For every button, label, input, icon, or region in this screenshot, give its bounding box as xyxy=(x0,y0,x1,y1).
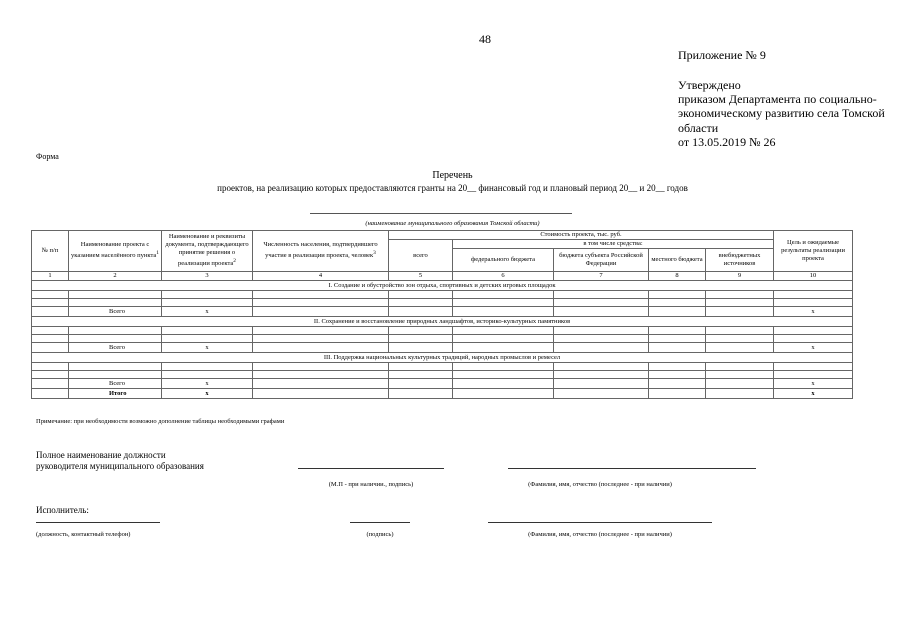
section-1-title: I. Создание и обустройство зон отдыха, спортивных и детских игровых площадок xyxy=(32,281,853,291)
column-number: 1 xyxy=(32,272,69,281)
header-federal: федерального бюджета xyxy=(453,249,554,272)
header-including: в том числе средства: xyxy=(453,240,774,249)
approval-line: экономическому развитию села Томской xyxy=(678,106,885,121)
head-signature-line xyxy=(298,468,444,469)
approval-line: Утверждено xyxy=(678,78,741,92)
head-position-line: руководителя муниципального образования xyxy=(36,461,204,471)
approval-line: области xyxy=(678,120,719,135)
column-number: 5 xyxy=(389,272,453,281)
head-name-line xyxy=(508,468,756,469)
x-mark: х xyxy=(162,343,253,353)
header-population-text: Численность населения, подтвердившего участие в реализации проекта, человек xyxy=(263,241,378,260)
header-regional: бюджета субъекта Российской Федерации xyxy=(554,249,649,272)
document-title: Перечень xyxy=(432,170,473,181)
total-row xyxy=(32,343,853,353)
total-row xyxy=(32,379,853,389)
header-project-name-text: Наименование проекта с указанием населённого пункта xyxy=(71,241,157,260)
total-label: Всего xyxy=(69,343,162,353)
x-mark: х xyxy=(774,389,853,399)
x-mark: х xyxy=(774,307,853,317)
approval-block xyxy=(678,78,900,149)
header-population xyxy=(253,231,389,272)
head-position xyxy=(36,450,276,472)
grand-total-row xyxy=(32,389,853,399)
column-number: 8 xyxy=(649,272,706,281)
header-sup: 2 xyxy=(233,258,236,265)
column-number: 9 xyxy=(706,272,774,281)
executor-position-line xyxy=(36,522,160,523)
section-2-title: II. Сохранение и восстановление природных ландшафтов, историко-культурных памятников xyxy=(32,317,853,327)
column-number: 3 xyxy=(162,272,253,281)
header-goal: Цель и ожидаемые результаты реализации проекта xyxy=(774,231,853,272)
header-project-name xyxy=(69,231,162,272)
x-mark: х xyxy=(162,379,253,389)
executor-signature-caption: (подпись) xyxy=(366,531,394,538)
grand-total-label: Итого xyxy=(69,389,162,399)
head-signature-caption: (М.П - при наличии., подпись) xyxy=(328,481,414,488)
column-number: 6 xyxy=(453,272,554,281)
table-row xyxy=(32,335,853,343)
table-row xyxy=(32,299,853,307)
form-label: Форма xyxy=(36,152,59,161)
municipality-line xyxy=(310,213,572,214)
header-decision-doc-text: Наименование и реквизиты документа, подтверждающего принятие решения о реализации проекта xyxy=(165,233,249,268)
total-label: Всего xyxy=(69,379,162,389)
head-position-line: Полное наименование должности xyxy=(36,450,166,460)
column-number: 4 xyxy=(253,272,389,281)
approval-line: от 13.05.2019 № 26 xyxy=(678,134,776,149)
header-decision-doc xyxy=(162,231,253,272)
header-num: № п/п xyxy=(32,231,69,272)
approval-line: приказом Департамента по социально- xyxy=(678,92,877,107)
header-cost: Стоимость проекта, тыс. руб. xyxy=(389,231,774,240)
appendix-label: Приложение № 9 xyxy=(678,48,766,62)
x-mark: х xyxy=(162,307,253,317)
projects-table xyxy=(31,230,853,399)
head-name-caption: (Фамилия, имя, отчество (последнее - при наличии) xyxy=(528,481,672,488)
header-total: всего xyxy=(389,240,453,272)
table-note: Примечание: при необходимости возможно дополнение таблицы необходимыми графами xyxy=(36,418,285,425)
total-row xyxy=(32,307,853,317)
x-mark: х xyxy=(774,379,853,389)
x-mark: х xyxy=(774,343,853,353)
header-extra: внебюджетных источников xyxy=(706,249,774,272)
section-3-title: III. Поддержка национальных культурных традиций, народных промыслов и ремесел xyxy=(32,353,853,363)
executor-signature-line xyxy=(350,522,410,523)
table-row xyxy=(32,327,853,335)
executor-name-caption: (Фамилия, имя, отчество (последнее - при наличии) xyxy=(528,531,672,538)
table-row xyxy=(32,291,853,299)
executor-label: Исполнитель: xyxy=(36,505,89,515)
table-row xyxy=(32,371,853,379)
header-sup: 3 xyxy=(373,250,376,257)
page-number: 48 xyxy=(479,32,491,46)
x-mark: х xyxy=(162,389,253,399)
column-number: 2 xyxy=(69,272,162,281)
header-sup: 1 xyxy=(156,250,159,257)
table-row xyxy=(32,363,853,371)
municipality-caption: (наименование муниципального образования Томской области) xyxy=(365,220,540,227)
executor-name-line xyxy=(488,522,712,523)
executor-position-caption: (должность, контактный телефон) xyxy=(36,531,131,538)
document-subtitle: проектов, на реализацию которых предоставляются гранты на 20__ финансовый год и плановый период 20__ и 20__ годов xyxy=(217,183,688,193)
column-number: 7 xyxy=(554,272,649,281)
header-local: местного бюджета xyxy=(649,249,706,272)
column-number: 10 xyxy=(774,272,853,281)
total-label: Всего xyxy=(69,307,162,317)
